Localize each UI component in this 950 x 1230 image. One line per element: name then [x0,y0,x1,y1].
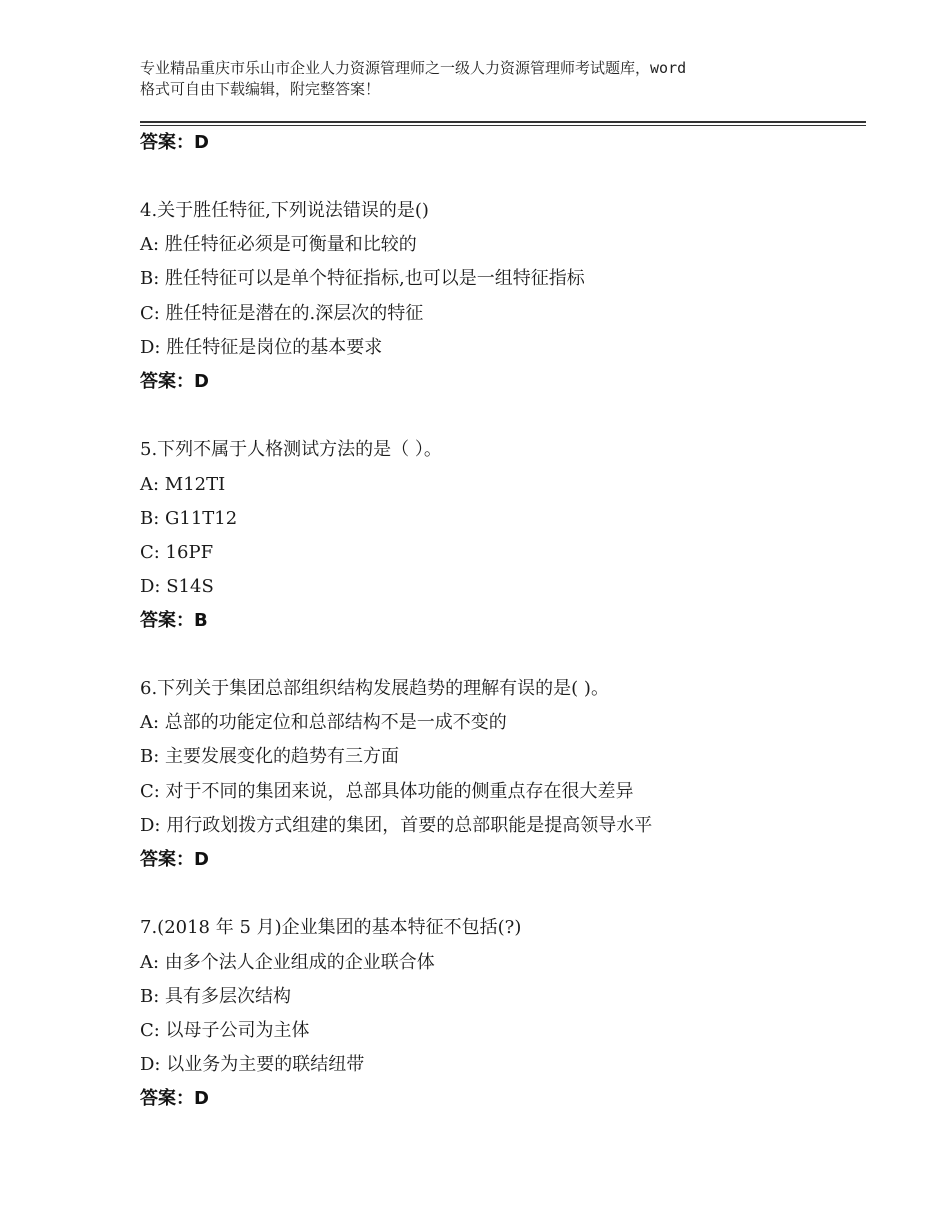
option-d: D: S14S [140,576,214,597]
question-answer: 答案：D [140,1088,209,1109]
option-c: C: 16PF [140,542,214,563]
question-answer: 答案：D [140,849,209,870]
option-b: B: 胜任特征可以是单个特征指标,也可以是一组特征指标 [140,268,585,289]
option-a: A: M12TI [140,474,226,495]
option-b: B: G11T12 [140,508,238,529]
option-c: C: 对于不同的集团来说，总部具体功能的侧重点存在很大差异 [140,781,634,802]
option-b: B: 主要发展变化的趋势有三方面 [140,746,400,767]
question-stem: 6.下列关于集团总部组织结构发展趋势的理解有误的是( )。 [140,678,609,699]
header-line-1: 专业精品重庆市乐山市企业人力资源管理师之一级人力资源管理师考试题库，word [140,59,687,77]
question-answer: 答案：B [140,610,208,631]
option-c: C: 胜任特征是潜在的.深层次的特征 [140,303,424,324]
question-stem: 4.关于胜任特征,下列说法错误的是() [140,200,429,221]
header-rule-thick [140,121,866,123]
option-d: D: 用行政划拨方式组建的集团，首要的总部职能是提高领导水平 [140,815,653,836]
option-c: C: 以母子公司为主体 [140,1020,310,1041]
option-d: D: 以业务为主要的联结纽带 [140,1054,365,1075]
document-header [140,58,840,100]
question-answer: 答案：D [140,371,209,392]
option-a: A: 总部的功能定位和总部结构不是一成不变的 [140,712,507,733]
header-rule-thin [140,125,866,126]
prev-question-answer: 答案：D [140,132,209,153]
option-d: D: 胜任特征是岗位的基本要求 [140,337,383,358]
question-stem: 7.(2018 年 5 月)企业集团的基本特征不包括(?) [140,917,522,938]
option-a: A: 由多个法人企业组成的企业联合体 [140,952,435,973]
option-b: B: 具有多层次结构 [140,986,292,1007]
header-line-2: 格式可自由下载编辑，附完整答案！ [140,80,381,98]
question-stem: 5.下列不属于人格测试方法的是（ ）。 [140,439,442,460]
option-a: A: 胜任特征必须是可衡量和比较的 [140,234,417,255]
